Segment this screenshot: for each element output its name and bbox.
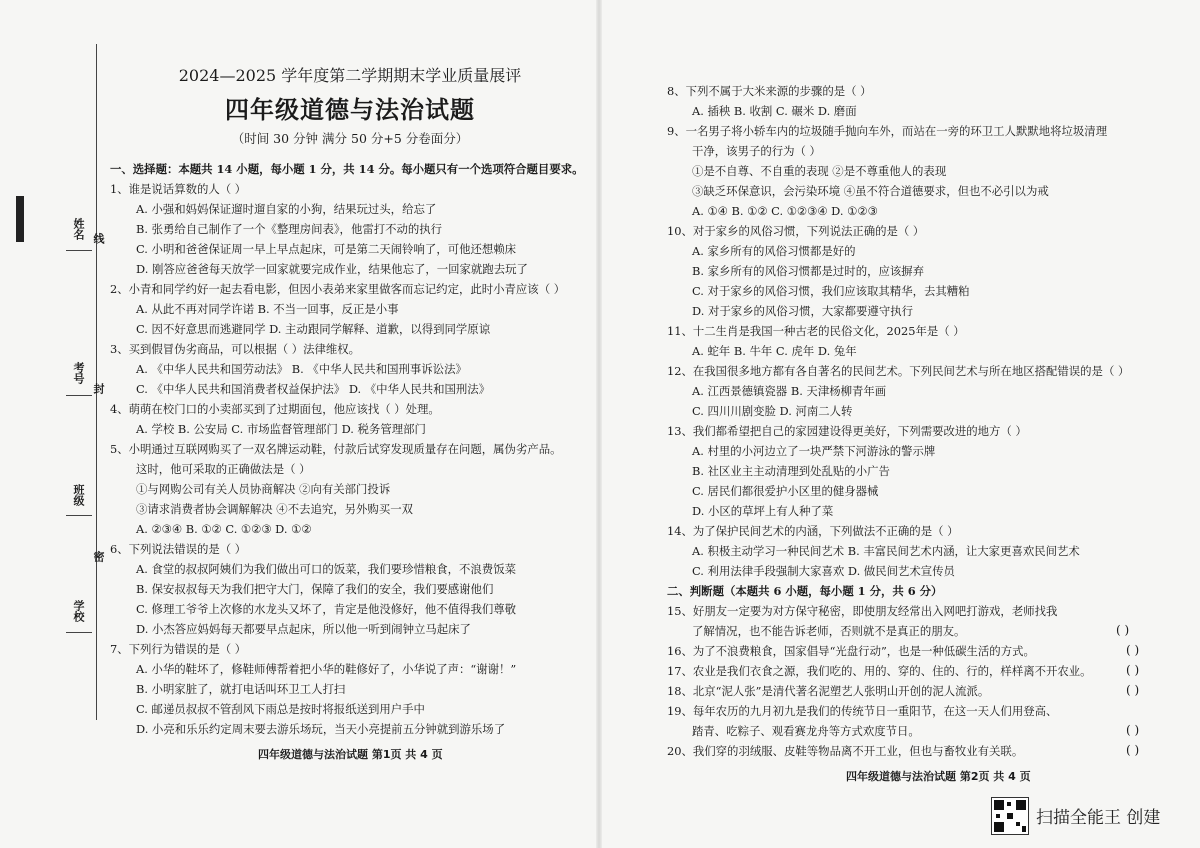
option-line: A. ①④ B. ①② C. ①②③④ D. ①②③ [692,204,878,218]
answer-paren: ( ) [1116,623,1130,637]
question-line: 13、我们都希望把自己的家园建设得更美好，下列需要改进的地方（ ） [667,424,1027,438]
option-line: A. 食堂的叔叔阿姨们为我们做出可口的饭菜，我们要珍惜粮食，不浪费饭菜 [136,562,516,576]
exam-year-line: 2024—2025 学年度第二学期期末学业质量展评 [178,66,522,85]
option-line: C. 利用法律手段强制大家喜欢 D. 做民间艺术宣传员 [692,564,955,578]
option-line: D. 刚答应爸爸每天放学一回家就要完成作业，结果他忘了，一回家就跑去玩了 [136,262,528,276]
question-line: 11、十二生肖是我国一种古老的民俗文化，2025年是（ ） [667,324,965,338]
option-line: D. 小杰答应妈妈每天都要早点起床，所以他一听到闹钟立马起床了 [136,622,471,636]
judge-line: 18、北京“泥人张”是清代著名泥塑艺人张明山开创的泥人流派。 [667,684,990,698]
answer-paren: ( ) [1126,643,1140,657]
question-line: 1、谁是说话算数的人（ ） [110,182,247,196]
option-line: C. 邮递员叔叔不管刮风下雨总是按时将报纸送到用户手中 [136,702,425,716]
exam-subtitle: （时间 30 分钟 满分 50 分+5 分卷面分） [231,131,469,146]
question-line: 14、为了保护民间艺术的内涵，下列做法不正确的是（ ） [667,524,959,538]
option-line: A. 小华的鞋坏了，修鞋师傅帮着把小华的鞋修好了，小华说了声：“谢谢！” [136,662,517,676]
binding-hole-mark [16,196,24,242]
mark-feng: 封 [92,383,105,394]
question-line: 4、萌萌在校门口的小卖部买到了过期面包，他应该找（ ）处理。 [110,402,440,416]
option-line: A. 学校 B. 公安局 C. 市场监督管理部门 D. 税务管理部门 [136,422,426,436]
page-footer-right: 四年级道德与法治试题 第2页 共 4 页 [846,770,1031,783]
question-line: 6、下列说法错误的是（ ） [110,542,247,556]
judge-line: 17、农业是我们衣食之源，我们吃的、用的、穿的、住的、行的，样样离不开农业。 [667,664,1092,678]
option-line: D. 小区的草坪上有人种了菜 [692,504,834,518]
label-id: 考号 [72,362,85,384]
option-line: A. 家乡所有的风俗习惯都是好的 [692,244,856,258]
mark-mi: 密 [92,551,105,562]
right-page [600,0,1200,848]
answer-paren: ( ) [1126,683,1140,697]
question-line-continued: 干净，该男子的行为（ ） [692,144,821,158]
answer-paren: ( ) [1126,663,1140,677]
option-line: C. 小明和爸爸保证周一早上早点起床，可是第二天闹铃响了，可他还想赖床 [136,242,517,256]
judge-line: 19、每年农历的九月初九是我们的传统节日一重阳节，在这一天人们用登高、 [667,704,1058,718]
binding-line [96,44,97,720]
judge-line: 16、为了不浪费粮食，国家倡导“光盘行动”，也是一种低碳生活的方式。 [667,644,1035,658]
option-line: B. 张勇给自己制作了一个《整理房间表》，他雷打不动的执行 [136,222,443,236]
judge-line-continued: 了解情况，也不能告诉老师，否则就不是真正的朋友。 [692,624,966,638]
option-line: A. 《中华人民共和国劳动法》 B. 《中华人民共和国刑事诉讼法》 [136,362,467,376]
option-line: A. 小强和妈妈保证遛时遛自家的小狗，结果玩过头，给忘了 [136,202,437,216]
option-line: C. 对于家乡的风俗习惯，我们应该取其精华，去其糟粕 [692,284,970,298]
option-line: B. 小明家脏了，就打电话叫环卫工人打扫 [136,682,346,696]
question-line: 8、下列不属于大米来源的步骤的是（ ） [667,84,872,98]
question-line: 5、小明通过互联网购买了一双名牌运动鞋，付款后试穿发现质量存在问题，属伪劣产品。 [110,442,562,456]
option-line: B. 保安叔叔每天为我们把守大门，保障了我们的安全，我们要感谢他们 [136,582,494,596]
mark-xian: 线 [92,233,105,244]
option-line: A. 插秧 B. 收割 C. 碾米 D. 磨面 [692,104,857,118]
scanner-watermark: 扫描全能王 创建 [1036,808,1161,828]
option-line: A. 村里的小河边立了一块严禁下河游泳的警示牌 [692,444,936,458]
page-footer-left: 四年级道德与法治试题 第1页 共 4 页 [258,748,443,761]
option-line: A. 从此不再对同学许诺 B. 不当一回事，反正是小事 [136,302,399,316]
option-line: C. 因不好意思而逃避同学 D. 主动跟同学解释、道歉，以得到同学原谅 [136,322,491,336]
answer-paren: ( ) [1126,723,1140,737]
question-line-continued: 这时，他可采取的正确做法是（ ） [136,462,311,476]
option-line: C. 修理工爷爷上次修的水龙头又坏了，肯定是他没修好，他不值得我们尊敬 [136,602,517,616]
option-line: A. 江西景德镇瓷器 B. 天津杨柳青年画 [692,384,887,398]
judge-line: 15、好朋友一定要为对方保守秘密，即使朋友经常出入网吧打游戏，老师找我 [667,604,1058,618]
label-class: 班级 [72,484,85,506]
option-line: ③请求消费者协会调解解决 ④不去追究，另外购买一双 [136,502,413,516]
option-line: B. 家乡所有的风俗习惯都是过时的，应该摒弃 [692,264,925,278]
answer-paren: ( ) [1126,743,1140,757]
option-line: C. 《中华人民共和国消费者权益保护法》 D. 《中华人民共和国刑法》 [136,382,491,396]
option-line: D. 对于家乡的风俗习惯，大家都要遵守执行 [692,304,914,318]
question-line: 2、小青和同学约好一起去看电影，但因小表弟来家里做客而忘记约定，此时小青应该（ ） [110,282,566,296]
label-school: 学校 [72,600,85,622]
section-1-heading: 一、选择题：本题共 14 小题，每小题 1 分，共 14 分。每小题只有一个选项符合题目要求。 [110,162,584,176]
option-line: A. 蛇年 B. 牛年 C. 虎年 D. 兔年 [692,344,857,358]
judge-line-continued: 踏青、吃粽子、观看赛龙舟等方式欢度节日。 [692,724,920,738]
name-blank [66,250,92,251]
option-line: A. ②③④ B. ①② C. ①②③ D. ①② [136,522,312,536]
option-line: C. 居民们都很爱护小区里的健身器械 [692,484,879,498]
option-line: ③缺乏环保意识，会污染环境 ④虽不符合道德要求，但也不必引以为戒 [692,184,1049,198]
class-blank [66,515,92,516]
exam-title: 四年级道德与法治试题 [225,95,475,124]
option-line: C. 四川川剧变脸 D. 河南二人转 [692,404,853,418]
id-blank [66,395,92,396]
option-line: ①是不自尊、不自重的表现 ②是不尊重他人的表现 [692,164,947,178]
question-line: 7、下列行为错误的是（ ） [110,642,247,656]
judge-line: 20、我们穿的羽绒服、皮鞋等物品离不开工业，但也与畜牧业有关联。 [667,744,1024,758]
option-line: ①与网购公司有关人员协商解决 ②向有关部门投诉 [136,482,391,496]
option-line: B. 社区业主主动清理到处乱贴的小广告 [692,464,890,478]
option-line: A. 积极主动学习一种民间艺术 B. 丰富民间艺术内涵，让大家更喜欢民间艺术 [692,544,1080,558]
question-line: 12、在我国很多地方都有各自著名的民间艺术。下列民间艺术与所在地区搭配错误的是（ ） [667,364,1130,378]
question-line: 9、一名男子将小轿车内的垃圾随手抛向车外，而站在一旁的环卫工人默默地将垃圾清理 [667,124,1108,138]
school-blank [66,632,92,633]
option-line: D. 小亮和乐乐约定周末要去游乐场玩，当天小亮提前五分钟就到游乐场了 [136,722,506,736]
question-line: 3、买到假冒伪劣商品，可以根据（ ）法律维权。 [110,342,361,356]
question-line: 10、对于家乡的风俗习惯，下列说法正确的是（ ） [667,224,925,238]
qr-code-icon [991,797,1029,835]
section-2-heading: 二、判断题（本题共 6 小题，每小题 1 分，共 6 分） [667,584,943,598]
label-name: 姓名 [72,218,85,240]
